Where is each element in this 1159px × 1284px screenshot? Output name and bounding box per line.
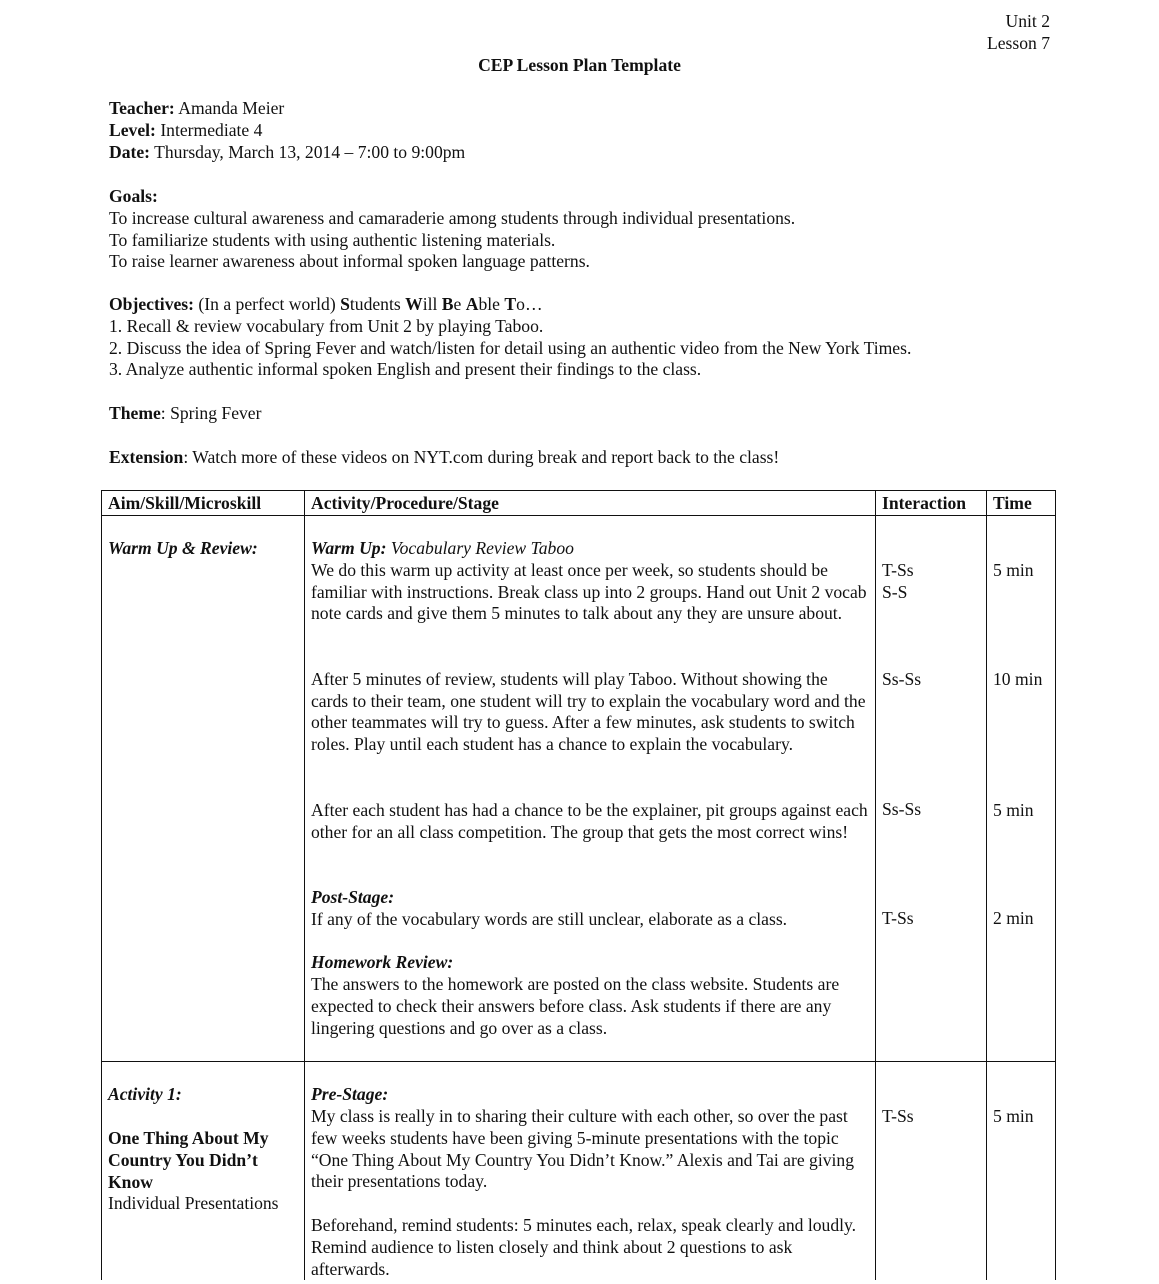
goal-item: To increase cultural awareness and camaraderie among students through individual presentations.	[109, 207, 796, 228]
activity1-interaction-cell	[876, 1062, 987, 1280]
interaction-value: T-Ss	[882, 1106, 914, 1127]
theme-line: Theme: Spring Fever	[109, 403, 262, 423]
interaction-value: Ss-Ss	[882, 668, 922, 689]
lesson-number: Lesson 7	[986, 32, 1050, 53]
activity1-aim-cell	[102, 1062, 305, 1280]
activity1-time-cell	[987, 1062, 1056, 1280]
page-title: CEP Lesson Plan Template	[478, 55, 681, 75]
objective-item: 3. Analyze authentic informal spoken English and present their findings to the class.	[109, 359, 702, 380]
time-value: 5 min	[993, 1106, 1034, 1127]
header-activity: Activity/Procedure/Stage	[305, 491, 876, 516]
interaction-value: Ss-Ss	[882, 799, 922, 820]
unit-lesson-label	[987, 11, 1050, 55]
warmup-activity-cell: Warm Up: Vocabulary Review Taboo We do this warm up activity at least once per week, so students should be familiar with instructions. Break class up into 2 groups. Hand out Unit 2 vocab note cards and give them 5 minutes to talk about any they are unsure about. After 5 minutes of review, students will play Taboo. Without showing the cards to their team, one student will try to explain the vocabulary word and the other teammates will try to guess. After a few minutes, ask students to switch roles. Play until each student has a chance to explain the vocabulary. After each student has had a chance to be the explainer, pit groups against each other for an all class competition. The group that gets the most correct wins! Post-Stage: If any of the vocabulary words are still unclear, elaborate as a class. Homework Review: The answers to the homework are posted on the class website. Students are expected to check their answers before class. Ask students if there are any lingering questions and go over as a class.	[305, 516, 876, 1062]
header-interaction: Interaction	[876, 491, 987, 516]
time-value: 5 min	[993, 560, 1034, 580]
warmup-paragraph: After each student has had a chance to be the explainer, pit groups against each other for an all class competition. The group that gets the most correct wins!	[311, 799, 868, 842]
objective-item: 2. Discuss the idea of Spring Fever and watch/listen for detail using an authentic video from the New York Times.	[109, 337, 912, 358]
extension-value: Watch more of these videos on NYT.com during break and report back to the class!	[192, 447, 780, 467]
interaction-value: S-S	[882, 581, 908, 602]
time-value: 5 min	[993, 799, 1034, 820]
header-time: Time	[987, 491, 1056, 516]
extension-line: Extension: Watch more of these videos on NYT.com during break and report back to the class!	[109, 447, 780, 467]
activity1-subtitle: Individual Presentations	[108, 1193, 279, 1214]
warmup-paragraph: We do this warm up activity at least once per week, so students should be familiar with instructions. Break class up into 2 groups. Hand out Unit 2 vocab note cards and give them 5 minutes to talk about any they are unsure about.	[311, 559, 867, 624]
time-value: 10 min	[993, 668, 1043, 689]
date-value: Thursday, March 13, 2014 – 7:00 to 9:00pm	[154, 141, 466, 162]
teacher-value: Amanda Meier	[178, 98, 285, 118]
pre-stage-label: Pre-Stage:	[311, 1084, 389, 1105]
table-header-row	[102, 491, 1056, 516]
teacher-line: Teacher: Amanda Meier	[109, 98, 285, 118]
warmup-paragraph: After 5 minutes of review, students will play Taboo. Without showing the cards to their team, one student will try to explain the vocabulary word and the other teammates will try to guess. After a few minutes, ask students to switch roles. Play until each student has a chance to explain the vocabulary.	[311, 668, 866, 755]
interaction-value: T-Ss	[882, 560, 914, 580]
activity1-label: Activity 1:	[108, 1084, 182, 1105]
warmup-paragraph: If any of the vocabulary words are still unclear, elaborate as a class.	[311, 908, 788, 929]
objectives-section	[109, 294, 1069, 381]
theme-value: Spring Fever	[170, 403, 262, 423]
time-value: 2 min	[993, 908, 1034, 929]
date-line: Date: Thursday, March 13, 2014 – 7:00 to 9:00pm	[109, 141, 466, 162]
lesson-info	[109, 98, 1069, 163]
homework-review-label: Homework Review:	[311, 952, 454, 973]
header-aim: Aim/Skill/Microskill	[102, 491, 305, 516]
warmup-interaction-cell	[876, 516, 987, 1062]
activity1-activity-cell	[305, 1062, 876, 1280]
goal-item: To raise learner awareness about informal spoken language patterns.	[109, 251, 590, 272]
warmup-time-cell	[987, 516, 1056, 1062]
table-row-activity-1	[102, 1062, 1056, 1280]
level-value: Intermediate 4	[160, 119, 263, 140]
goals-heading: Goals:	[109, 186, 158, 206]
interaction-value: T-Ss	[882, 908, 914, 929]
post-stage-label: Post-Stage:	[311, 886, 395, 907]
goals-section	[109, 186, 1069, 273]
warmup-aim-cell	[102, 516, 305, 1062]
lesson-plan-table	[101, 490, 1056, 1280]
activity1-paragraph: My class is really in to sharing their culture with each other, so over the past few weeks students have been giving 5-minute presentations with the topic “One Thing About My Country You Didn’t Know.” Alexis and Tai are giving their presentations today.	[311, 1105, 855, 1192]
unit-number: Unit 2	[1005, 11, 1050, 31]
warmup-activity-title: Vocabulary Review Taboo	[390, 538, 574, 558]
activity1-title: One Thing About My Country You Didn’t Know	[108, 1127, 269, 1192]
activity1-paragraph: Beforehand, remind students: 5 minutes each, relax, speak clearly and loudly. Remind audience to listen closely and think about 2 questions to ask afterwards.	[311, 1214, 857, 1279]
objectives-heading-line: Objectives: (In a perfect world) Students Will Be Able To…	[109, 294, 543, 314]
table-row-warmup	[102, 516, 1056, 1062]
level-line: Level: Intermediate 4	[109, 119, 263, 140]
objective-item: 1. Recall & review vocabulary from Unit 2 by playing Taboo.	[109, 315, 544, 336]
warmup-aim: Warm Up & Review:	[108, 538, 258, 558]
goal-item: To familiarize students with using authentic listening materials.	[109, 229, 556, 250]
warmup-paragraph: The answers to the homework are posted on the class website. Students are expected to check their answers before class. Ask students if there are any lingering questions and go over as a class.	[311, 974, 840, 1038]
